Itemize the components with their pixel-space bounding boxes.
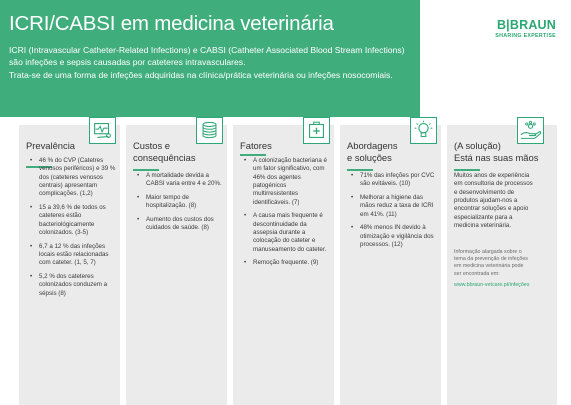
list-item — [244, 157, 330, 207]
card-divider — [454, 169, 480, 171]
card-title — [240, 140, 272, 152]
text-line: especializante para a — [454, 213, 513, 221]
list-item — [351, 172, 437, 189]
list-item — [30, 204, 116, 237]
text-line: 46% dos agentes — [253, 173, 301, 181]
text-line: identificáveis. (7) — [253, 198, 300, 206]
card-title-line: Fatores — [240, 140, 272, 151]
text-line: colonizados. (3-5) — [39, 229, 89, 237]
brand-name: B|BRAUN — [496, 18, 556, 32]
text-line: com cateter. (1, 5, 7) — [39, 259, 96, 267]
text-line: descontinuidade da — [253, 220, 307, 228]
card-title-line: Custos e — [133, 140, 170, 151]
text-line: • A colonização bacteriana é — [253, 157, 327, 164]
header-banner — [0, 0, 420, 117]
intro-text — [9, 44, 414, 81]
card-title-line: (A solução) — [454, 140, 501, 151]
text-line: otimização e vigilância dos — [360, 232, 434, 240]
list-item — [30, 157, 116, 199]
card-approaches — [340, 125, 441, 405]
text-line: • Remoção frequente. (9) — [253, 259, 319, 267]
text-line: • A mortalidade devida a — [146, 172, 209, 179]
brand-tagline: SHARING EXPERTISE — [495, 33, 556, 39]
text-line: bacteriológicamente — [39, 220, 95, 228]
text-line: ser encontrada em: — [454, 270, 500, 277]
text-line: • 5,2 % dos cateteres — [39, 273, 94, 281]
card-prevalence — [19, 125, 120, 405]
card-divider — [347, 169, 373, 171]
text-line: medicina veterinária. — [454, 222, 512, 230]
list-item — [30, 273, 116, 298]
text-line: em 41%. (11) — [360, 210, 397, 218]
text-line: cuidados de saúde. (8) — [146, 224, 209, 232]
text-line: assepsia durante a — [253, 229, 306, 237]
text-line: em medicina veterinária pode — [454, 263, 524, 270]
card-costs — [126, 125, 227, 405]
text-line: mãos reduz a taxa de ICRI — [360, 202, 434, 210]
card-points — [30, 157, 116, 303]
card-divider — [133, 169, 159, 171]
solution-paragraph — [454, 172, 544, 230]
text-line: patogénicos — [253, 182, 287, 190]
medical-bag-icon — [303, 117, 330, 144]
card-points — [351, 172, 437, 255]
text-line: sépsis (8) — [39, 289, 66, 297]
text-line: locais estão relacionadas — [39, 251, 109, 259]
vetcare-link[interactable]: www.bbraun-vetcare.pt/infeções — [454, 282, 530, 288]
text-line: • 71% das infeções por CVC — [360, 172, 435, 179]
card-factors — [233, 125, 334, 405]
medical-monitor-icon — [89, 117, 116, 144]
text-line: tema da prevenção de infeções — [454, 256, 528, 263]
text-line: produtos ajudam-nos a — [454, 197, 518, 205]
text-line: multirresistentes — [253, 190, 299, 198]
text-line: dos (cateteres venosos — [39, 173, 103, 181]
card-solution — [447, 125, 557, 405]
text-line: venosos periféricos) e 39 % — [39, 165, 116, 173]
text-line: encontrar soluções e apoio — [454, 205, 529, 213]
text-line: • 15 a 39,6 % de todos os — [39, 204, 106, 212]
list-item — [244, 212, 330, 254]
text-line: colocação do cateter e — [253, 237, 316, 245]
card-title-line: Está nas suas mãos — [454, 152, 539, 164]
intro-line: ICRI (Intravascular Catheter-Related Infections) e CABSI (Catheter Associated Blood Stream Infections) — [9, 45, 405, 55]
card-title — [26, 140, 75, 152]
text-line: • 46 % do CVP (Catetres — [39, 157, 104, 164]
list-item — [244, 259, 330, 267]
text-line: e desenvolvimento de — [454, 188, 515, 196]
card-title-line: Prevalência — [26, 140, 75, 151]
brand-logo — [484, 18, 556, 39]
card-title-line: Abordagens — [347, 140, 398, 151]
list-item — [30, 243, 116, 268]
text-line: • Aumento dos custos dos — [146, 215, 214, 223]
text-line: • A causa mais frequente é — [253, 212, 323, 220]
list-item — [351, 194, 437, 219]
card-title — [347, 140, 398, 165]
text-line: manuseamento do cateter. — [253, 245, 327, 253]
list-item — [137, 216, 223, 233]
card-divider — [240, 154, 266, 156]
text-line: são evitáveis. (10) — [360, 180, 411, 188]
solution-note — [454, 249, 544, 278]
intro-line: Trata-se de uma forma de infeções adquiridas na clínica/prática veterinária ou infeções nosocomiais. — [9, 69, 393, 80]
text-line: hospitalização. (8) — [146, 202, 197, 210]
page-title: ICRI/CABSI em medicina veterinária — [9, 12, 334, 35]
card-title — [133, 140, 196, 165]
card-title-line: consequências — [133, 152, 196, 164]
text-line: CABSI varia entre 4 e 20%. — [146, 180, 222, 188]
text-line: complicações. (1,2) — [39, 190, 93, 198]
list-item — [137, 194, 223, 211]
list-item — [137, 172, 223, 189]
text-line: • 48% menos IN devido à — [360, 224, 426, 232]
text-line: • 6,7 a 12 % das infeções — [39, 242, 106, 250]
coin-stack-icon — [196, 117, 223, 144]
text-line: processos. (12) — [360, 241, 403, 248]
card-points — [137, 172, 223, 238]
text-line: um fator significativo, com — [253, 165, 325, 173]
text-line: Muitos anos de experiência — [454, 172, 530, 179]
text-line: centrais) apresentam — [39, 182, 98, 190]
text-line: em consultoria de processos — [454, 180, 533, 188]
card-points — [244, 157, 330, 273]
text-line: Informação alargada sobre o — [454, 249, 522, 255]
text-line: cateteres estão — [39, 212, 82, 220]
card-title — [454, 140, 538, 165]
intro-line: são infeções e sepsis causadas por cateteres intravasculares. — [9, 57, 246, 68]
text-line: • Maior tempo de — [146, 193, 189, 201]
lightbulb-icon — [410, 117, 437, 144]
card-title-line: e soluções — [347, 152, 392, 164]
text-line: • Melhorar a higiene das — [360, 193, 423, 201]
list-item — [351, 224, 437, 249]
text-line: colonizados conduzem a — [39, 281, 108, 289]
